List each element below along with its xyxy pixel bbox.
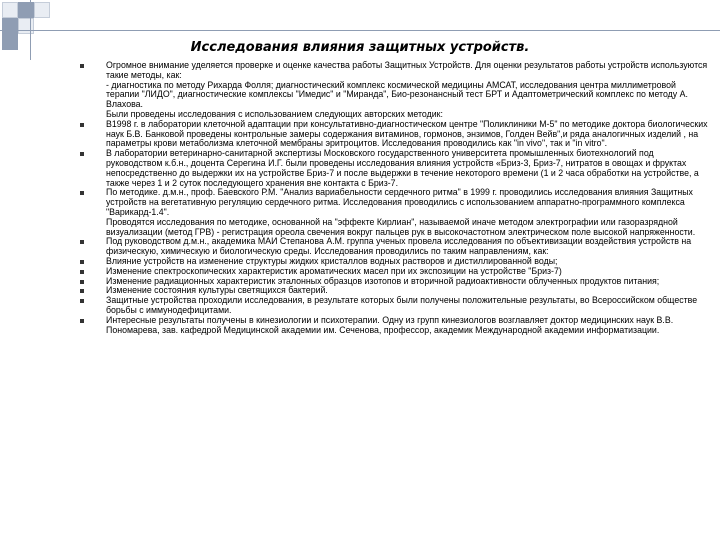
list-item [80, 296, 710, 316]
bullet-list [80, 61, 710, 335]
item-text: Изменение состояния культуры светящихся бактерий. [106, 285, 328, 296]
deco-square [2, 18, 18, 34]
list-item [80, 188, 710, 237]
deco-square [34, 2, 50, 18]
item-text: Огромное внимание уделяется проверке и оценке качества работы Защитных Устройств. Для оценки результатов работы устройств используются такие методы, как: [106, 60, 708, 80]
item-text: По методике. д.м.н., проф. Баевского Р.М. "Анализ вариабельности сердечного ритма" в 1999 г. проводились исследования влияния Защитных устройств на вегетативную регуляцию сердечного ритма. Исследования проводились с использованием аппаратно-программного комплекса "Варикард-1.4". [106, 187, 693, 217]
deco-square [18, 18, 34, 34]
item-text: В1998 г. в лаборатории клеточной адаптации при консультативно-диагностическом центре "Поликлиники М-5" по методике доктора биологических наук Б.В. Банковой проведены контрольные замеры содержания витаминов, гормонов, энзимов, Голден Вейв",и ряда аналогичных изделий , на параметры крови метаболизма клеточной мембраны эритроцитов. Исследования проводились как "in vivo", так и "in vitro". [106, 118, 708, 149]
item-text: Под руководством д.м.н., академика МАИ Степанова А.М. группа ученых провела исследования по объективизации воздействия устройств на физическую, химическую и биологическую среды. Исследования проводились по таким направлениям, как: [106, 236, 692, 257]
item-text: Интересные результаты получены в кинезиологии и психотерапии. Одну из групп кинезиологов возглавляет доктор медицинских наук В.В. Пономарева, зав. кафедрой Медицинской академии им. Сеченова, профессор, академик Международной академии информатизации. [106, 314, 674, 335]
slide-title: Исследования влияния защитных устройств. [190, 40, 530, 55]
list-item [80, 61, 710, 120]
list-item [80, 316, 710, 336]
deco-square [2, 2, 18, 18]
list-item [80, 149, 710, 188]
header-rule [0, 30, 720, 31]
item-text: Защитные устройства проходили исследования, в результате которых были получены положительные результаты, во Всероссийском обществе борьбы с иммунодефицитами. [106, 295, 698, 315]
item-text: Проводятся исследования по методике, основанной на "эффекте Кирлиан", называемой иначе методом электрографии или газоразрядной визуализации (метод ГРВ) - регистрация ореола свечения вокруг пальцев рук в высокочастотном электрическом поле высокой напряженности. [106, 216, 696, 237]
item-text: В лаборатории ветеринарно-санитарной экспертизы Московского государственного университета промышленных биотехнологий под руководством к.б.н., доцента Серегина И.Г. были проведены исследования влияния устройств «Бриз-3, Бриз-7, нитратов в овощах и фруктах непосредственно до выдержки их на устройстве Бриз-7 и после выдержки в течение некоторого времени (1 и 2 часа обработки на устройстве, а также через 1 и 2 суток последующего хранения вне контакта с Бриз-7. [106, 148, 699, 188]
list-item [80, 120, 710, 149]
list-item [80, 237, 710, 257]
item-text: Были проведены исследования с использованием следующих авторских методик: [106, 108, 443, 119]
deco-square [18, 2, 34, 18]
item-text: Изменение спектроскопических характеристик ароматических масел при их экспозиции на устройстве "Бриз-7) [106, 265, 562, 276]
item-text: Изменение радиационных характеристик эталонных образцов изотопов и вторичной радиоактивности облученных продуктов питания; [106, 275, 660, 286]
item-text: - диагностика по методу Рихарда Фолля; диагностический комплекс космической медицины АМСАТ, исследования центра миллиметровой терапии "ЛИДО", диагностические комплексы "Имедис" и "Миранда", Био-резонансный тест БРТ и Адаптометрический комплекс по методу А. Влахова. [106, 79, 688, 110]
item-text: Влияние устройств на изменение структуры жидких кристаллов водных растворов и дистиллированной воды; [106, 255, 558, 266]
